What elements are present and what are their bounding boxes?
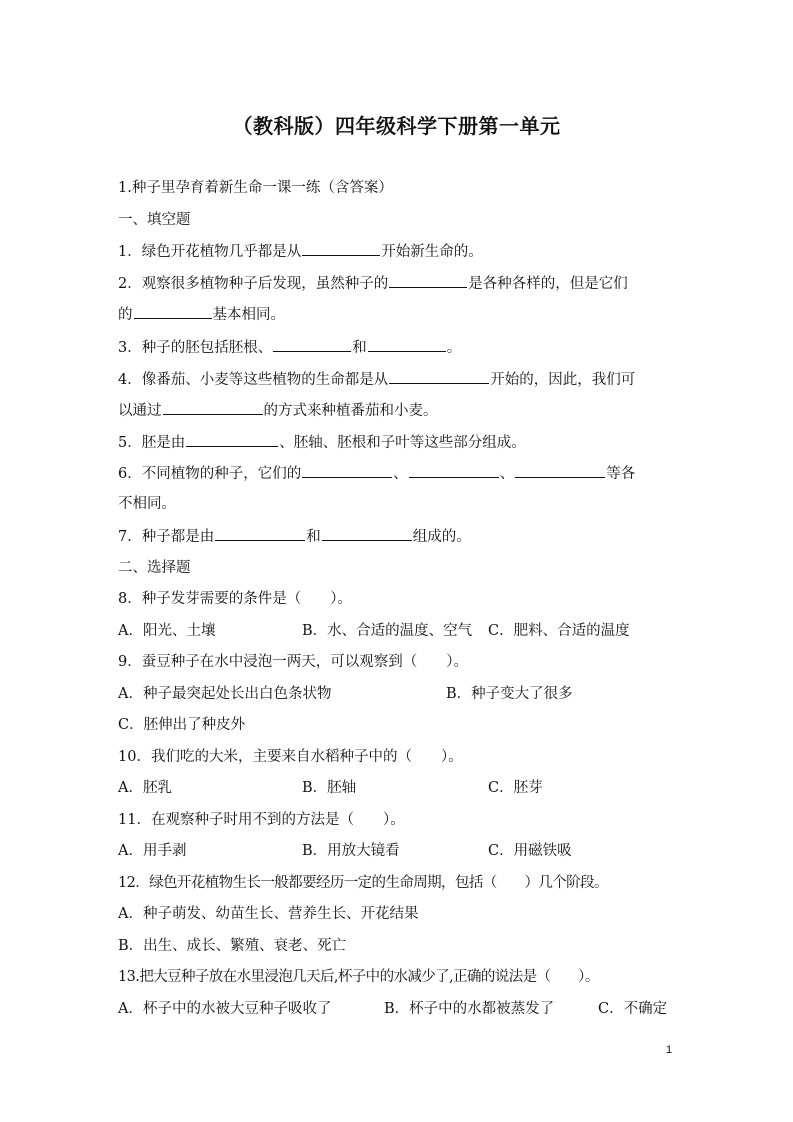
q8-option-a[interactable]: A．阳光、土壤 [118, 623, 216, 639]
question-6: 6．不同植物的种子，它们的 、 、 等各 [118, 463, 678, 484]
subtitle: 1.种子里孕育着新生命一课一练（含答案） [118, 180, 393, 196]
page-title: （教科版）四年级科学下册第一单元 [232, 114, 561, 138]
question-12: 12．绿色开花植物生长一般都要经历一定的生命周期，包括（ ）几个阶段。 [118, 875, 608, 891]
q11-option-b[interactable]: B．用放大镜看 [302, 843, 400, 859]
question-4-cont: 以通过 的方式来种植番茄和小麦。 [118, 400, 678, 421]
q13-option-c[interactable]: C．不确定 [598, 1001, 668, 1017]
answer-blank[interactable] [302, 241, 380, 256]
section-fill-blank: 一、填空题 [118, 212, 191, 228]
q12-option-a[interactable]: A．种子萌发、幼苗生长、营养生长、开花结果 [118, 906, 419, 922]
q12-option-b[interactable]: B．出生、成长、繁殖、衰老、死亡 [118, 938, 347, 954]
section-multiple-choice: 二、选择题 [118, 560, 191, 576]
answer-blank[interactable] [134, 304, 212, 319]
q11-option-c[interactable]: C．用磁铁吸 [488, 843, 572, 859]
q9-option-c[interactable]: C．胚伸出了种皮外 [118, 717, 246, 733]
answer-blank[interactable] [163, 400, 263, 415]
q10-option-b[interactable]: B．胚轴 [302, 780, 357, 796]
q13-option-b[interactable]: B．杯子中的水都被蒸发了 [384, 1001, 555, 1017]
q9-option-b[interactable]: B．种子变大了很多 [446, 686, 573, 702]
question-11: 11．在观察种子时用不到的方法是（ ）。 [118, 812, 405, 828]
q8-option-c[interactable]: C．肥料、合适的温度 [488, 623, 630, 639]
answer-blank[interactable] [389, 273, 467, 288]
question-7: 7．种子都是由 和 组成的。 [118, 526, 678, 547]
answer-blank[interactable] [515, 463, 605, 478]
answer-blank[interactable] [273, 337, 351, 352]
page-number: 1 [666, 1044, 673, 1056]
q13-option-a[interactable]: A．杯子中的水被大豆种子吸收了 [118, 1001, 332, 1017]
question-5: 5．胚是由 、胚轴、胚根和子叶等这些部分组成。 [118, 432, 678, 453]
question-2: 2．观察很多植物种子后发现，虽然种子的 是各种各样的，但是它们 [118, 273, 678, 294]
q10-option-c[interactable]: C．胚芽 [488, 780, 543, 796]
question-9: 9．蚕豆种子在水中浸泡一两天，可以观察到（ ）。 [118, 654, 468, 670]
q10-option-a[interactable]: A．胚乳 [118, 780, 172, 796]
question-4: 4．像番茄、小麦等这些植物的生命都是从 开始的，因此，我们可 [118, 369, 678, 390]
question-2-cont: 的 基本相同。 [118, 304, 678, 325]
question-10: 10．我们吃的大米，主要来自水稻种子中的（ ）。 [118, 749, 463, 765]
answer-blank[interactable] [368, 337, 446, 352]
answer-blank[interactable] [322, 526, 412, 541]
question-8: 8．种子发芽需要的条件是（ ）。 [118, 591, 352, 607]
answer-blank[interactable] [389, 369, 489, 384]
question-13: 13.把大豆种子放在水里浸泡几天后,杯子中的水减少了,正确的说法是（ ）。 [118, 969, 599, 985]
question-1: 1．绿色开花植物几乎都是从 开始新生命的。 [118, 241, 678, 262]
answer-blank[interactable] [409, 463, 499, 478]
q8-option-b[interactable]: B．水、合适的温度、空气 [302, 623, 473, 639]
answer-blank[interactable] [215, 526, 305, 541]
q9-option-a[interactable]: A．种子最突起处长出白色条状物 [118, 686, 332, 702]
question-3: 3．种子的胚包括胚根、 和 。 [118, 337, 678, 358]
question-6-cont: 不相同。 [118, 496, 176, 512]
answer-blank[interactable] [302, 463, 392, 478]
answer-blank[interactable] [186, 432, 278, 447]
q11-option-a[interactable]: A．用手剥 [118, 843, 187, 859]
